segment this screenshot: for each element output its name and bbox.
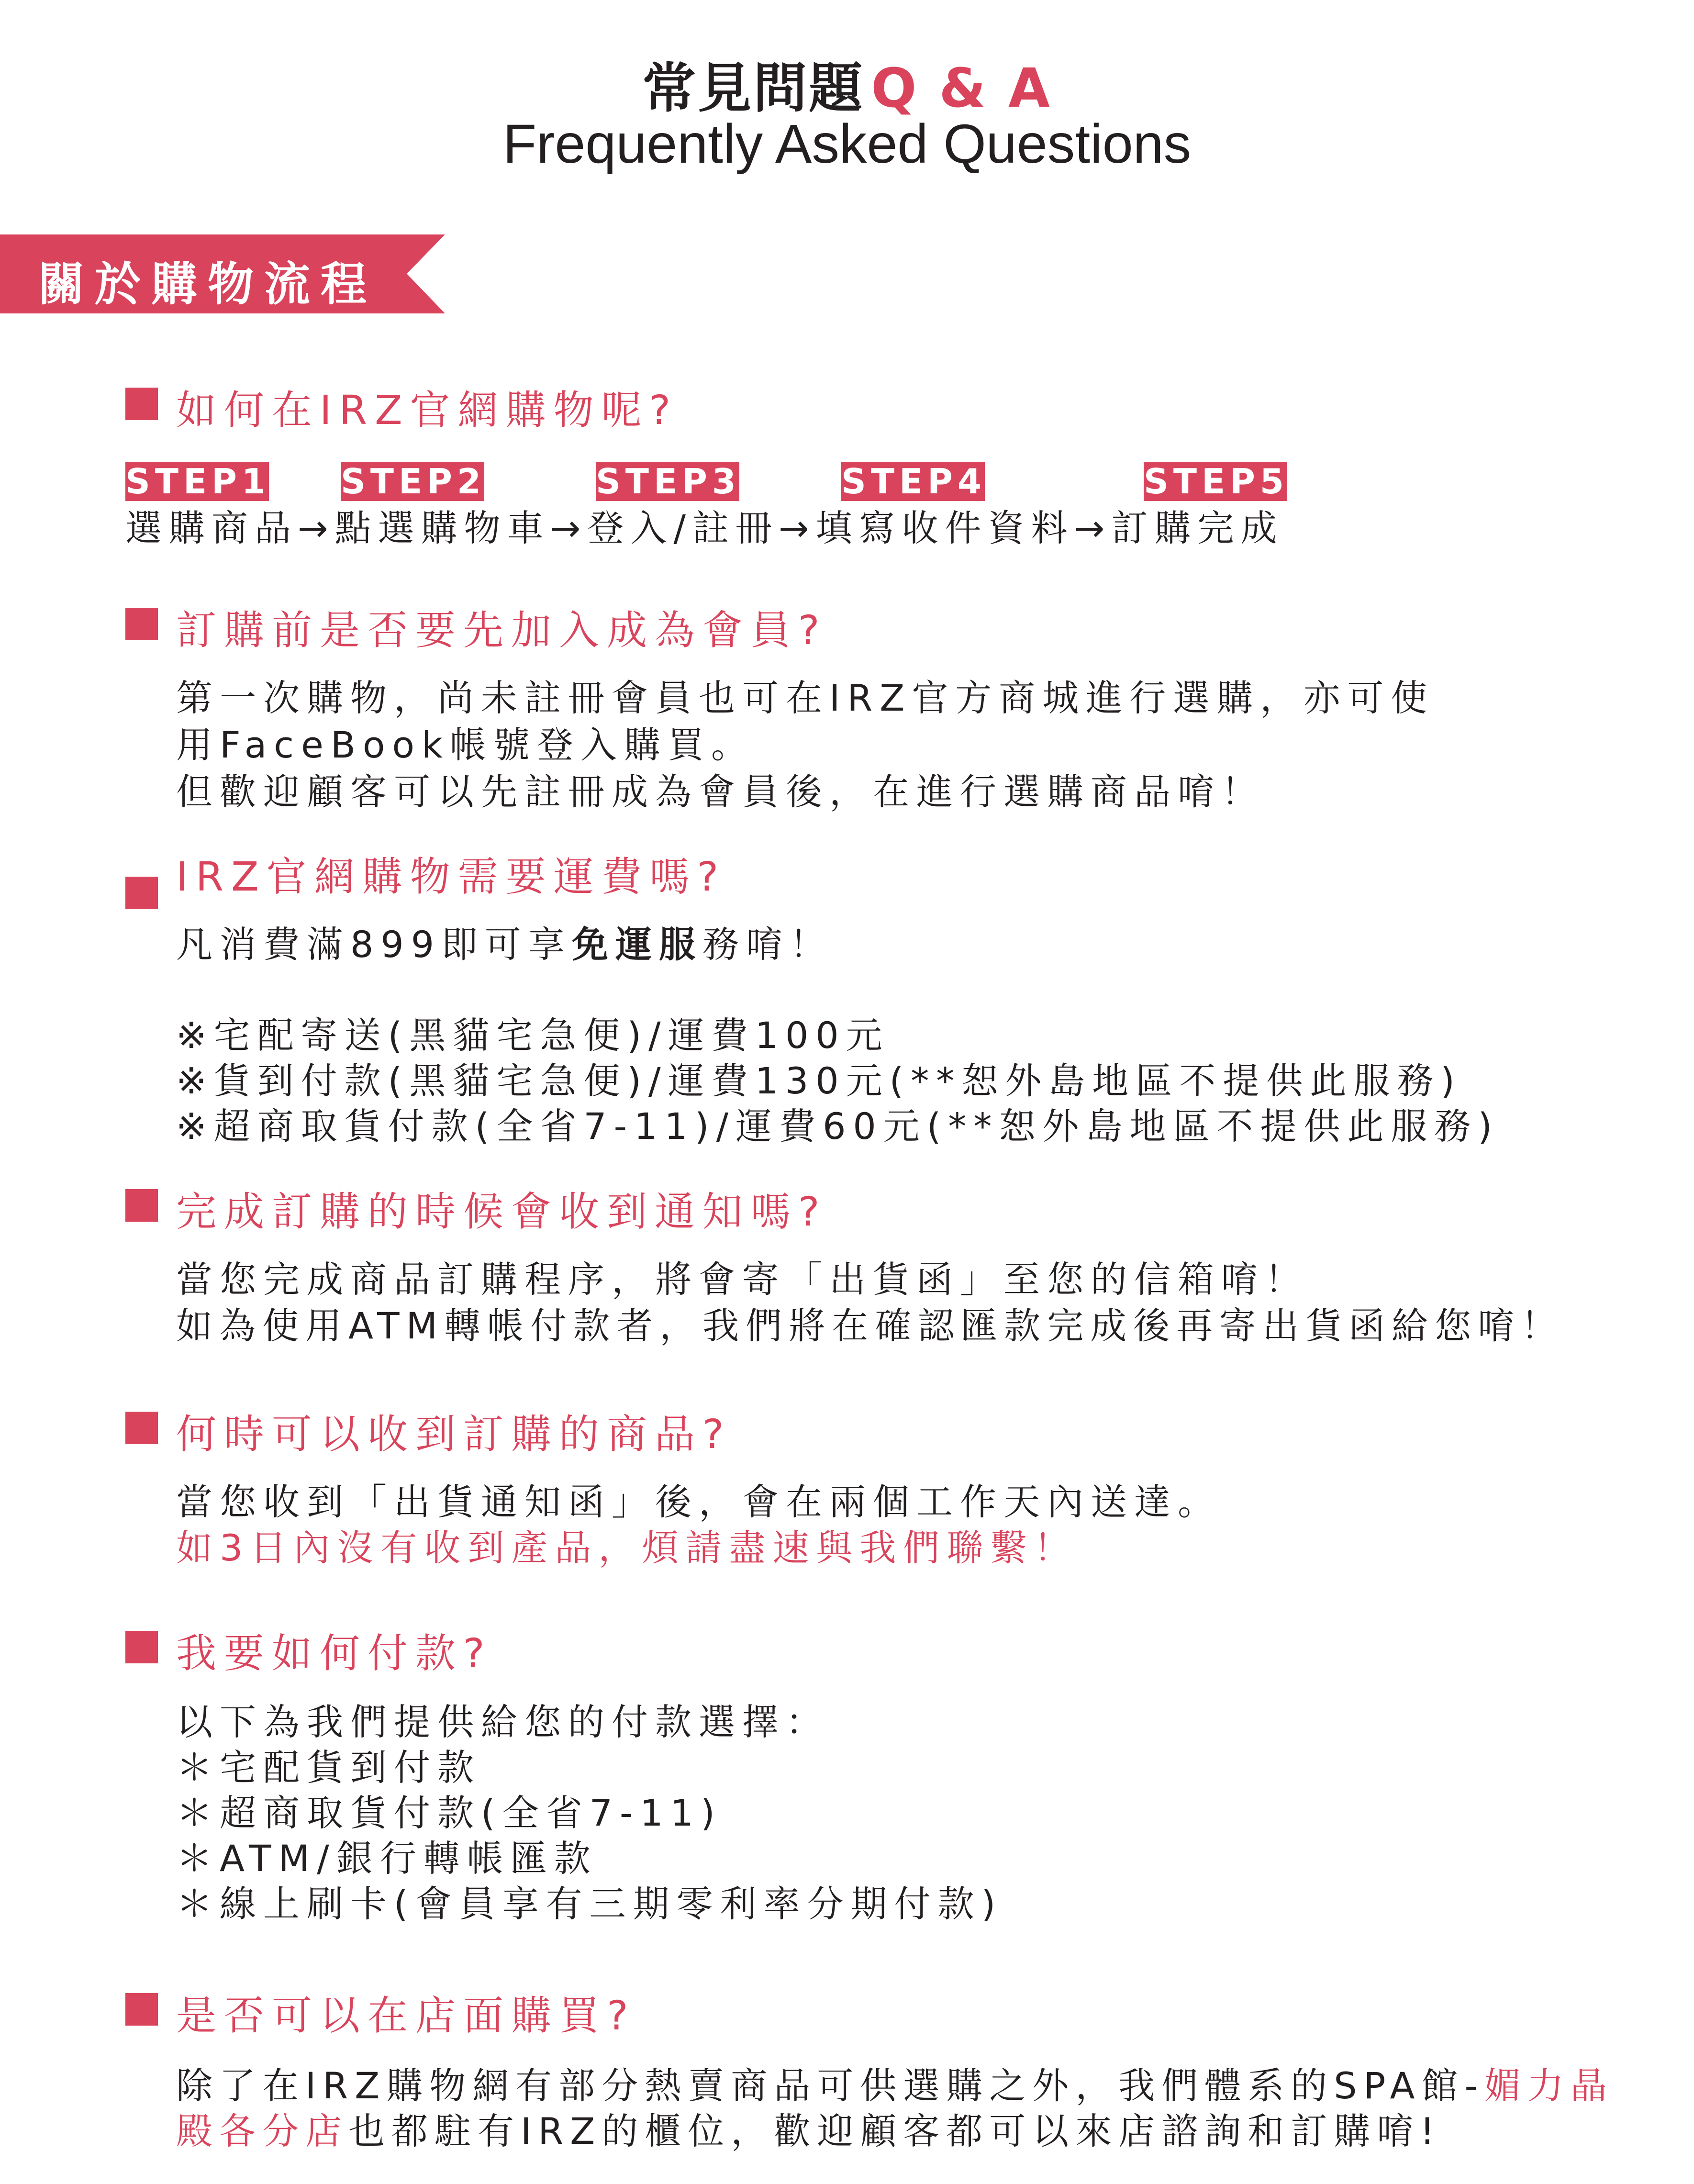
faq-question-5: 何時可以收到訂購的商品? bbox=[176, 1411, 732, 1458]
faq-answer-line: 如為使用ATM轉帳付款者，我們將在確認匯款完成後再寄出貨函給您唷！ bbox=[176, 1304, 1564, 1347]
faq-answer-line: 第一次購物，尚未註冊會員也可在IRZ官方商城進行選購，亦可使 bbox=[176, 677, 1435, 719]
step-badge-4: STEP4 bbox=[841, 461, 987, 501]
question-marker-icon bbox=[125, 388, 158, 420]
faq-answer-line bbox=[176, 2062, 1614, 2109]
section-banner-label: 關於購物流程 bbox=[38, 257, 377, 311]
faq-question-2: 訂購前是否要先加入成為會員? bbox=[176, 607, 827, 654]
shopping-flow: 選購商品→點選購物車→登入/註冊→填寫收件資料→訂購完成 bbox=[125, 507, 1284, 549]
answer-text: 除了在IRZ購物網有部分熱賣商品可供選購之外，我們體系的SPA館- bbox=[176, 2064, 1484, 2107]
page-subtitle: Frequently Asked Questions bbox=[502, 113, 1192, 175]
payment-option: ＊ATM/銀行轉帳匯款 bbox=[176, 1837, 598, 1880]
store-name-text: 媚力晶 bbox=[1484, 2064, 1614, 2107]
question-marker-icon bbox=[125, 1189, 158, 1222]
page-title bbox=[0, 45, 1694, 123]
faq-question-4: 完成訂購的時候會收到通知嗎? bbox=[176, 1188, 827, 1235]
payment-option: ＊宅配貨到付款 bbox=[176, 1746, 481, 1789]
answer-text: 也都駐有IRZ的櫃位，歡迎顧客都可以來店諮詢和訂購唷! bbox=[348, 2110, 1441, 2152]
step-badge-5: STEP5 bbox=[1144, 461, 1289, 501]
title-qa: Q & A bbox=[871, 57, 1052, 120]
payment-option: ＊超商取貨付款(全省7-11) bbox=[176, 1792, 722, 1834]
faq-question-6: 我要如何付款? bbox=[176, 1630, 492, 1677]
section-banner bbox=[0, 234, 445, 313]
step-badge-2: STEP2 bbox=[341, 461, 486, 501]
question-marker-icon bbox=[125, 608, 158, 640]
faq-question-1: 如何在IRZ官網購物呢? bbox=[176, 387, 679, 434]
faq-answer-line: 當您完成商品訂購程序，將會寄「出貨函」至您的信箱唷！ bbox=[176, 1258, 1308, 1301]
question-marker-icon bbox=[125, 1631, 158, 1663]
store-name-text: 殿各分店 bbox=[176, 2110, 348, 2152]
title-cn: 常見問題 bbox=[642, 57, 865, 120]
question-marker-icon bbox=[125, 1412, 158, 1444]
step-badge-3: STEP3 bbox=[596, 461, 741, 501]
faq-answer-line: 用FaceBook帳號登入購買。 bbox=[176, 724, 755, 766]
faq-answer-line bbox=[176, 2108, 1441, 2155]
faq-question-7: 是否可以在店面購買? bbox=[176, 1992, 636, 2039]
faq-answer-line: 但歡迎顧客可以先註冊成為會員後，在進行選購商品唷！ bbox=[176, 770, 1265, 813]
question-marker-icon bbox=[125, 1993, 158, 2026]
contact-notice: 如3日內沒有收到產品，煩請盡速與我們聯繫！ bbox=[176, 1527, 1078, 1569]
shipping-option: ※超商取貨付款(全省7-11)/運費60元(**恕外島地區不提供此服務) bbox=[176, 1105, 1500, 1148]
question-marker-icon bbox=[125, 877, 158, 909]
faq-answer-line: 以下為我們提供給您的付款選擇： bbox=[176, 1701, 829, 1743]
step-badge-1: STEP1 bbox=[125, 461, 271, 501]
answer-text: 務唷！ bbox=[702, 923, 834, 966]
shipping-option: ※宅配寄送(黑貓宅急便)/運費100元 bbox=[176, 1014, 890, 1057]
payment-option: ＊線上刷卡(會員享有三期零利率分期付款) bbox=[176, 1883, 1003, 1925]
faq-answer-line: 當您收到「出貨通知函」後，會在兩個工作天內送達。 bbox=[176, 1481, 1221, 1523]
answer-text: 凡消費滿899即可享 bbox=[176, 923, 572, 966]
faq-question-3: IRZ官網購物需要運費嗎? bbox=[176, 853, 726, 900]
faq-answer-line bbox=[176, 921, 833, 968]
free-shipping-text: 免運服 bbox=[572, 923, 703, 966]
shipping-option: ※貨到付款(黑貓宅急便)/運費130元(**恕外島地區不提供此服務) bbox=[176, 1059, 1462, 1102]
